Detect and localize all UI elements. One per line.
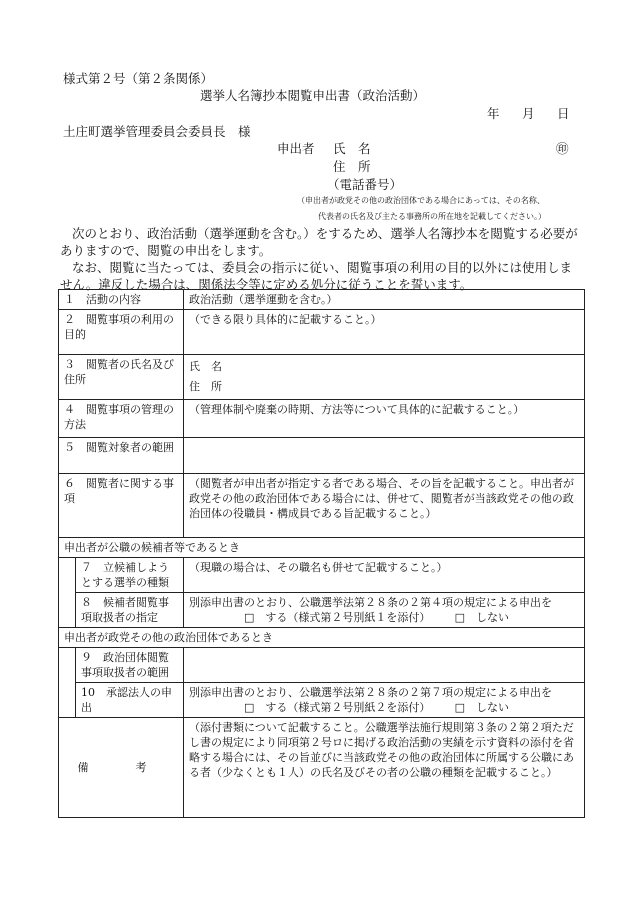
section-candidate	[59, 538, 585, 558]
applicant-address-label: 住 所	[333, 159, 371, 174]
row-purpose	[59, 310, 585, 355]
section-party	[59, 628, 585, 648]
seal-mark: ㊞	[556, 141, 569, 156]
row-1-label: １ 活動の内容	[59, 290, 184, 310]
row-party-handler	[59, 648, 585, 683]
row-election-type	[59, 558, 585, 593]
purpose-field[interactable]: （できる限り具体的に記載すること。）	[184, 310, 585, 355]
viewer-address-label: 住 所	[189, 380, 222, 393]
applicant-name-label: 氏 名	[333, 141, 371, 156]
row-approved-corp	[59, 683, 585, 718]
section-party-heading: 申出者が政党その他の政治団体であるとき	[59, 628, 585, 648]
body-paragraph-1: 次のとおり、政治活動（選挙運動を含む。）をするため、選挙人名簿抄本を閲覧する必要がありますので、閲覧の申出をします。	[60, 226, 578, 258]
candidate-handler-no-checkbox[interactable]: □ しない	[454, 611, 509, 624]
row-5-label: ５ 閲覧対象者の範囲	[59, 438, 184, 474]
row-scope	[59, 438, 585, 474]
candidate-handler-yes-checkbox[interactable]: □ する（様式第２号別紙１を添付）	[244, 611, 431, 624]
applicant-phone-label: （電話番号）	[327, 177, 403, 192]
addressee: 土庄町選挙管理委員会委員長 様	[63, 124, 251, 139]
applicant-note-2: 代表者の氏名及び主たる事務所の所在地を記載してください。）	[318, 212, 546, 221]
candidate-handler-field	[184, 593, 585, 628]
election-type-field[interactable]: （現職の場合は、その職名も併せて記載すること。）	[184, 558, 585, 593]
applicant-label: 申出者	[277, 141, 315, 156]
date-month-label: 月	[522, 106, 535, 121]
row-viewer-details	[59, 474, 585, 538]
approved-corp-no-checkbox[interactable]: □ しない	[454, 701, 509, 714]
date-year-label: 年	[487, 106, 500, 121]
row-10-label: 10 承認法人の申出	[76, 683, 184, 718]
row-8-label: ８ 候補者閲覧事項取扱者の指定	[76, 593, 184, 628]
row-6-label: ６ 閲覧者に関する事項	[59, 474, 184, 538]
row-viewer-name-address	[59, 355, 585, 400]
row-candidate-handler	[59, 593, 585, 628]
row-activity	[59, 290, 585, 310]
approved-corp-yes-checkbox[interactable]: □ する（様式第２号別紙２を添付）	[244, 701, 431, 714]
activity-value: 政治活動（選挙運動を含む。）	[184, 290, 585, 310]
viewer-name-address-field[interactable]	[184, 355, 585, 400]
approved-corp-text: 別添申出書のとおり、公職選挙法第２８条の２第７項の規定による申出を	[189, 686, 552, 699]
row-2-label: ２ 閲覧事項の利用の目的	[59, 310, 184, 355]
row-9-label: ９ 政治団体閲覧事項取扱者の範囲	[76, 648, 184, 683]
row-3-label: ３ 閲覧者の氏名及び住所	[59, 355, 184, 400]
body-paragraph-2: なお、閲覧に当たっては、委員会の指示に従い、閲覧事項の利用の目的以外には使用しません。違反した場合は、関係法令等に定める処分に従うことを誓います。	[60, 260, 573, 292]
approved-corp-field	[184, 683, 585, 718]
viewer-name-label: 氏 名	[189, 360, 222, 373]
candidate-handler-text: 別添申出書のとおり、公職選挙法第２８条の２第４項の規定による申出を	[189, 596, 552, 609]
viewer-details-field[interactable]: （閲覧者が申出者が指定する者である場合、その旨を記載すること。申出者が政党その他の政治団体である場合には、併せて、閲覧者が当該政党その他の政治団体の役職員・構成員である旨記載すること。）	[184, 474, 585, 538]
form-number: 様式第２号（第２条関係）	[63, 71, 214, 86]
management-field[interactable]: （管理体制や廃棄の時期、方法等について具体的に記載すること。）	[184, 400, 585, 438]
row-remarks	[59, 718, 585, 818]
remarks-field[interactable]: （添付書類について記載すること。公職選挙法施行規則第３条の２第２項ただし書の規定により同項第２号ロに掲げる政治活動の実績を示す資料の添付を省略する場合には、その旨並びに当該政党その他の政治団体に所属する公職にある者（少なくとも１人）の氏名及びその者の公職の種類を記載すること。）	[184, 718, 585, 818]
row-management	[59, 400, 585, 438]
date-day-label: 日	[557, 106, 570, 121]
page-title: 選挙人名簿抄本閲覧申出書（政治活動）	[200, 88, 426, 103]
scope-field[interactable]	[184, 438, 585, 474]
row-7-label: ７ 立候補しようとする選挙の種類	[76, 558, 184, 593]
application-table	[58, 289, 585, 818]
row-4-label: ４ 閲覧事項の管理の方法	[59, 400, 184, 438]
party-handler-field[interactable]	[184, 648, 585, 683]
section-candidate-heading: 申出者が公職の候補者等であるとき	[59, 538, 585, 558]
applicant-note-1: （申出者が政党その他の政治団体である場合にあっては、その名称、	[297, 196, 545, 205]
remarks-label: 備 考	[59, 718, 184, 818]
